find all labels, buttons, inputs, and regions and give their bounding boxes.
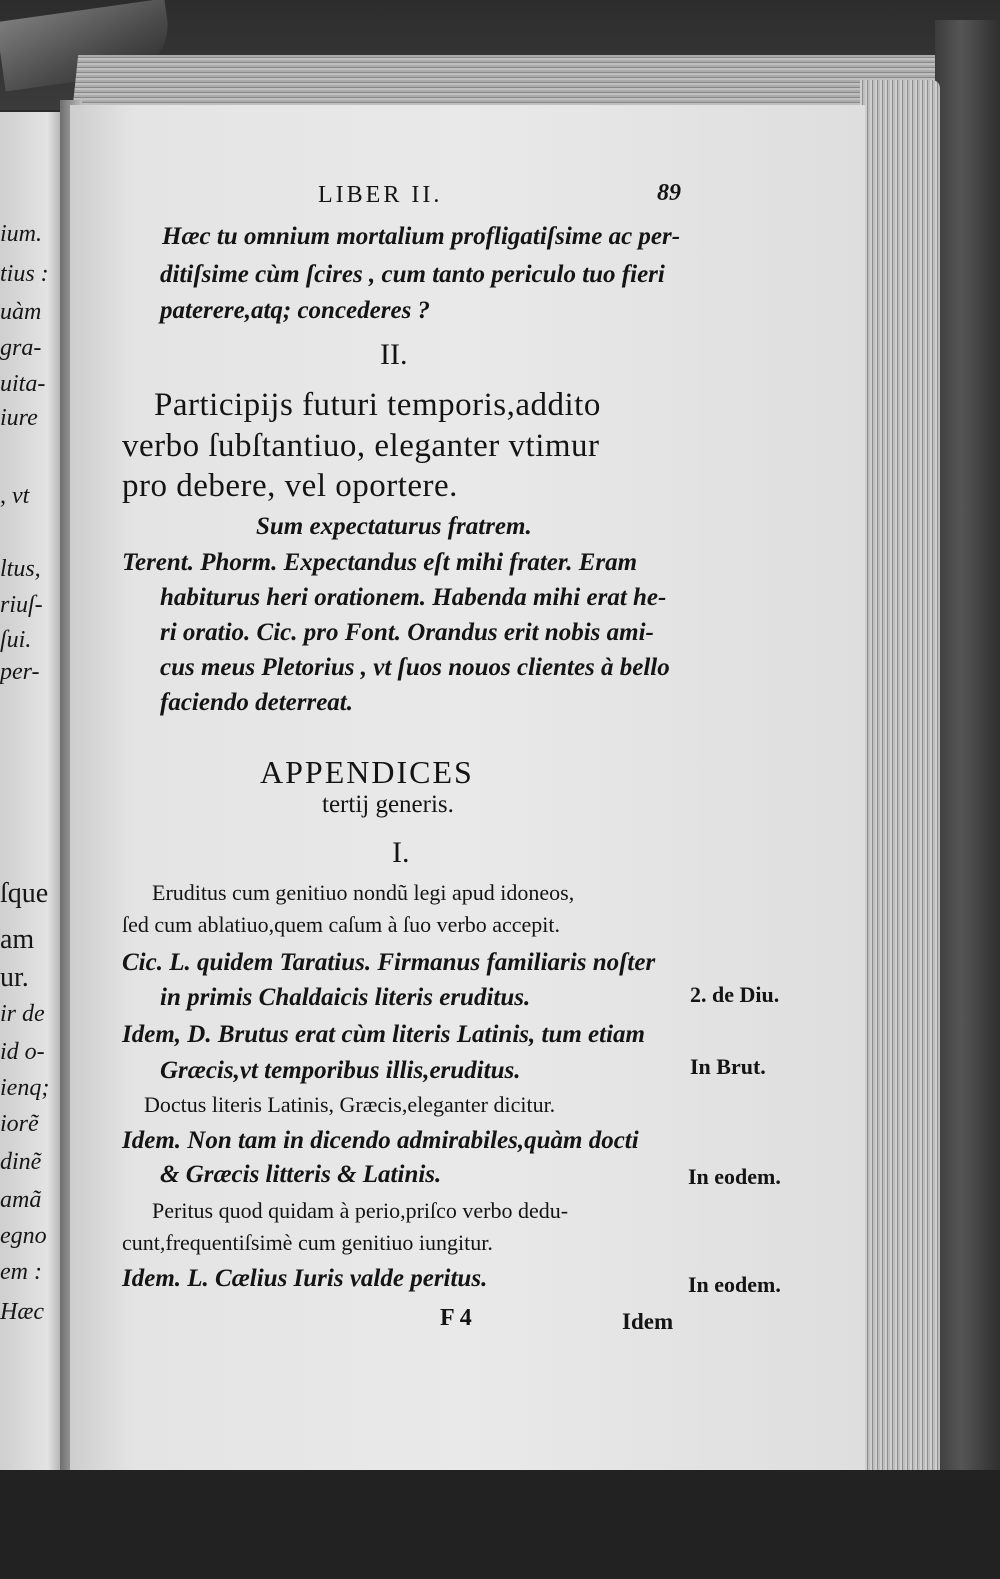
left-fragment: egno (0, 1223, 47, 1249)
margin-note: In eodem. (688, 1164, 781, 1189)
running-head: LIBER II. (318, 182, 443, 208)
left-fragment: amã (0, 1187, 42, 1213)
text-line: Peritus quod quidam à perio,priſco verbo dedu- (152, 1198, 569, 1223)
text-line: ſed cum ablatiuo,quem caſum à ſuo verbo accepit. (122, 912, 561, 937)
left-fragment: ir de (0, 1001, 45, 1027)
left-fragment: gra- (0, 335, 42, 361)
left-fragment: uita- (0, 371, 46, 397)
left-fragment: riuſ- (0, 592, 43, 618)
text-line: ri oratio. Cic. pro Font. Orandus erit nobis ami- (160, 619, 654, 646)
left-fragment: tius : (0, 261, 49, 287)
signature-mark: F 4 (440, 1305, 472, 1331)
left-fragment: am (0, 924, 35, 955)
text-line: Cic. L. quidem Taratius. Firmanus familiaris noſter (122, 949, 656, 976)
margin-note: In Brut. (690, 1054, 766, 1079)
text-line: Terent. Phorm. Expectandus eſt mihi frater. Eram (122, 549, 638, 576)
background-bottom (0, 1470, 1000, 1579)
left-fragment: ur. (0, 962, 29, 993)
left-fragment: ſui. (0, 627, 32, 653)
text-line: Idem. L. Cælius Iuris valde peritus. (122, 1265, 488, 1292)
text-line: ditiſsime cùm ſcires , cum tanto periculo tuo fieri (160, 261, 665, 288)
page-block-side (860, 80, 940, 1480)
text-line: Doctus literis Latinis, Græcis,eleganter dicitur. (144, 1092, 556, 1117)
text-line: habiturus heri orationem. Habenda mihi erat he- (160, 584, 667, 611)
left-fragment: em : (0, 1259, 42, 1285)
left-fragment: per- (0, 659, 40, 685)
left-fragment: , vt (0, 483, 30, 509)
left-fragment: uàm (0, 299, 42, 325)
left-fragment: dinẽ (0, 1149, 42, 1175)
text-line: Participijs futuri temporis,addito (154, 387, 601, 423)
section-number: II. (380, 338, 408, 371)
section-number: I. (392, 836, 410, 869)
text-line: Idem. Non tam in dicendo admirabiles,quàm docti (122, 1127, 639, 1154)
text-line: Idem, D. Brutus erat cùm literis Latinis, tum etiam (122, 1021, 645, 1048)
text-line: Græcis,vt temporibus illis,eruditus. (160, 1057, 521, 1084)
text-line: faciendo deterreat. (160, 689, 354, 716)
left-fragment: id o- (0, 1039, 45, 1065)
section-heading: APPENDICES (260, 754, 474, 790)
left-fragment: Hæc (0, 1299, 44, 1325)
text-line: Eruditus cum genitiuo nondũ legi apud idoneos, (152, 880, 575, 905)
book-cover-edge (935, 20, 1000, 1520)
text-line: Hæc tu omnium mortalium profligatiſsime ac per- (162, 223, 681, 250)
margin-note: In eodem. (688, 1272, 781, 1297)
text-line: paterere,atq; concederes ? (160, 297, 431, 324)
text-line: pro debere, vel oportere. (122, 468, 458, 504)
section-subheading: tertij generis. (322, 791, 454, 818)
left-fragment: ienq; (0, 1075, 50, 1101)
text-line: in primis Chaldaicis literis eruditus. (160, 984, 531, 1011)
left-fragment: ltus, (0, 556, 41, 582)
left-fragment: ſque (0, 878, 49, 909)
example-line: Sum expectaturus fratrem. (256, 513, 532, 540)
text-line: cus meus Pletorius , vt ſuos nouos clientes à bello (160, 654, 670, 681)
page-number: 89 (657, 180, 681, 206)
text-line: verbo ſubſtantiuo, eleganter vtimur (122, 428, 600, 464)
left-fragment: iorẽ (0, 1111, 39, 1137)
text-line: & Græcis litteris & Latinis. (160, 1161, 442, 1188)
text-line: cunt,frequentiſsimè cum genitiuo iungitur. (122, 1230, 493, 1255)
margin-note: 2. de Diu. (690, 982, 780, 1007)
left-fragment: ium. (0, 221, 42, 247)
catchword: Idem (622, 1309, 674, 1334)
left-fragment: iure (0, 405, 38, 431)
